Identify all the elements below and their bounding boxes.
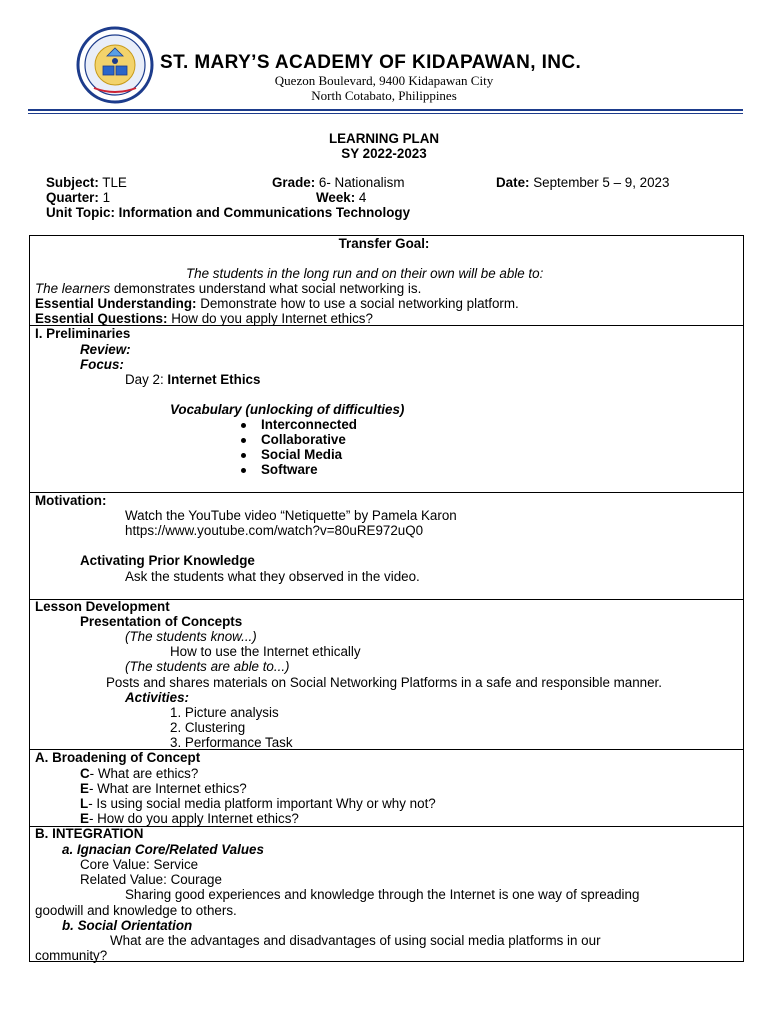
- students-know-text: How to use the Internet ethically: [170, 644, 361, 659]
- motivation-heading: Motivation:: [35, 493, 107, 508]
- transfer-goal-text: The students in the long run and on their own will be able to:: [186, 266, 544, 281]
- vocab-item: Collaborative: [261, 432, 346, 447]
- core-value: Core Value: Service: [80, 857, 199, 872]
- activity-item: 2. Clustering: [170, 720, 246, 735]
- social-question-cont: community?: [35, 948, 108, 963]
- presentation-heading: Presentation of Concepts: [80, 614, 243, 629]
- focus-label: Focus:: [80, 357, 124, 372]
- integration-heading: B. INTEGRATION: [35, 826, 144, 841]
- school-address-line2: North Cotabato, Philippines: [311, 88, 457, 103]
- header-divider-thin: [28, 113, 743, 114]
- broadening-item: C- What are ethics?: [80, 766, 199, 781]
- students-able-label: (The students are able to...): [125, 659, 290, 674]
- vocab-item: Software: [261, 462, 318, 477]
- bullet-icon: [241, 468, 246, 473]
- bullet-icon: [241, 453, 246, 458]
- essential-questions: Essential Questions: How do you apply Internet ethics?: [35, 311, 373, 326]
- students-know-label: (The students know...): [125, 629, 257, 644]
- school-year: SY 2022-2023: [341, 146, 427, 161]
- apk-text: Ask the students what they observed in the video.: [125, 569, 420, 584]
- activities-heading: Activities:: [125, 690, 189, 705]
- bullet-icon: [241, 423, 246, 428]
- school-address-line1: Quezon Boulevard, 9400 Kidapawan City: [274, 73, 494, 88]
- row-divider: [29, 492, 744, 493]
- document-title: LEARNING PLAN: [328, 131, 440, 146]
- preliminaries-heading: I. Preliminaries: [35, 326, 131, 341]
- activity-item: 1. Picture analysis: [170, 705, 279, 720]
- sharing-text-cont: goodwill and knowledge to others.: [35, 903, 237, 918]
- learners-statement: The learners demonstrates understand what social networking is.: [35, 281, 422, 296]
- vocab-item: Interconnected: [261, 417, 357, 432]
- day-topic: Day 2: Internet Ethics: [125, 372, 261, 387]
- transfer-goal-heading: Transfer Goal:: [338, 236, 430, 251]
- lesson-development-heading: Lesson Development: [35, 599, 170, 614]
- bullet-icon: [241, 438, 246, 443]
- header-divider: [28, 109, 743, 111]
- review-label: Review:: [80, 342, 131, 357]
- date-info: Date: September 5 – 9, 2023: [496, 175, 670, 190]
- social-orientation-heading: b. Social Orientation: [62, 918, 193, 933]
- motivation-video: Watch the YouTube video “Netiquette” by Pamela Karon: [125, 508, 457, 523]
- broadening-heading: A. Broadening of Concept: [35, 750, 201, 765]
- unit-topic: Unit Topic: Information and Communications Technology: [46, 205, 411, 220]
- ignacian-values-heading: a. Ignacian Core/Related Values: [62, 842, 264, 857]
- broadening-item: E- What are Internet ethics?: [80, 781, 247, 796]
- activity-item: 3. Performance Task: [170, 735, 293, 750]
- vocab-item: Social Media: [261, 447, 343, 462]
- sharing-text: Sharing good experiences and knowledge through the Internet is one way of spreading: [125, 887, 640, 902]
- grade-info: Grade: 6- Nationalism: [272, 175, 405, 190]
- subject-info: Subject: TLE: [46, 175, 127, 190]
- apk-heading: Activating Prior Knowledge: [80, 553, 255, 568]
- related-value: Related Value: Courage: [80, 872, 222, 887]
- students-able-text: Posts and shares materials on Social Networking Platforms in a safe and responsible manner.: [106, 675, 662, 690]
- motivation-url: https://www.youtube.com/watch?v=80uRE972uQ0: [125, 523, 424, 538]
- quarter-info: Quarter: 1: [46, 190, 111, 205]
- broadening-item: L- Is using social media platform important Why or why not?: [80, 796, 436, 811]
- week-info: Week: 4: [316, 190, 367, 205]
- social-question: What are the advantages and disadvantages of using social media platforms in our: [110, 933, 601, 948]
- essential-understanding: Essential Understanding: Demonstrate how to use a social networking platform.: [35, 296, 519, 311]
- broadening-item: E- How do you apply Internet ethics?: [80, 811, 299, 826]
- vocabulary-heading: Vocabulary (unlocking of difficulties): [170, 402, 405, 417]
- school-name: ST. MARY’S ACADEMY OF KIDAPAWAN, INC.: [160, 52, 582, 73]
